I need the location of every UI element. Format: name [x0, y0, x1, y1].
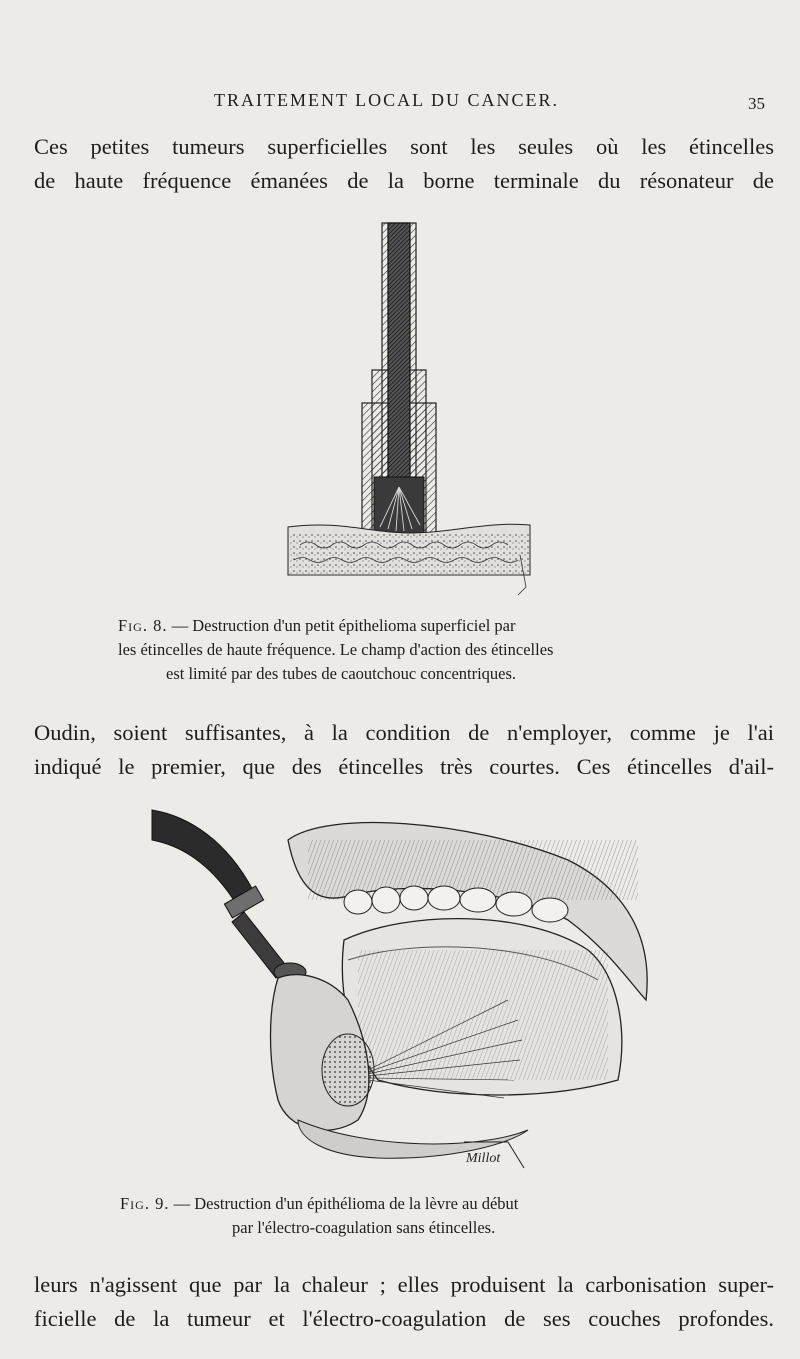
paragraph-2	[34, 716, 774, 784]
text-line: indiqué le premier, que des étincelles très courtes. Ces étincelles d'ail-	[34, 754, 774, 779]
running-title: TRAITEMENT LOCAL DU CANCER.	[214, 90, 559, 110]
figure-9-illustration	[148, 800, 658, 1180]
caption-line: est limité par des tubes de caoutchouc concentriques.	[166, 664, 517, 683]
text-line: ficielle de la tumeur et l'électro-coagulation de ses couches profondes.	[34, 1306, 774, 1331]
figure-8-illustration	[280, 215, 540, 600]
text-line: de haute fréquence émanées de la borne terminale du résonateur de	[34, 168, 774, 193]
caption-line: par l'électro-coagulation sans étincelles.	[232, 1218, 496, 1237]
caption-text: — Destruction d'un petit épithelioma superficiel par	[167, 616, 516, 635]
figure-label: Fig. 9.	[120, 1194, 170, 1213]
caption-line	[120, 1192, 700, 1216]
figure-8-caption	[118, 614, 698, 686]
text-line: Oudin, soient suffisantes, à la condition de n'employer, comme je l'ai	[34, 720, 774, 745]
engraver-signature: Millot	[466, 1151, 501, 1166]
paragraph-1	[34, 130, 774, 198]
caption-text: — Destruction d'un épithélioma de la lèvre au début	[169, 1194, 519, 1213]
text-line: Ces petites tumeurs superficielles sont les seules où les étincelles	[34, 134, 774, 159]
page-number: 35	[748, 94, 765, 113]
caption-line: les étincelles de haute fréquence. Le champ d'action des étincelles	[118, 640, 554, 659]
figure-9-caption	[120, 1192, 700, 1240]
caption-line	[118, 614, 698, 638]
running-head	[0, 90, 800, 116]
text-line: leurs n'agissent que par la chaleur ; elles produisent la carbonisation super-	[34, 1272, 774, 1297]
figure-label: Fig. 8.	[118, 616, 168, 635]
paragraph-3	[34, 1268, 774, 1336]
